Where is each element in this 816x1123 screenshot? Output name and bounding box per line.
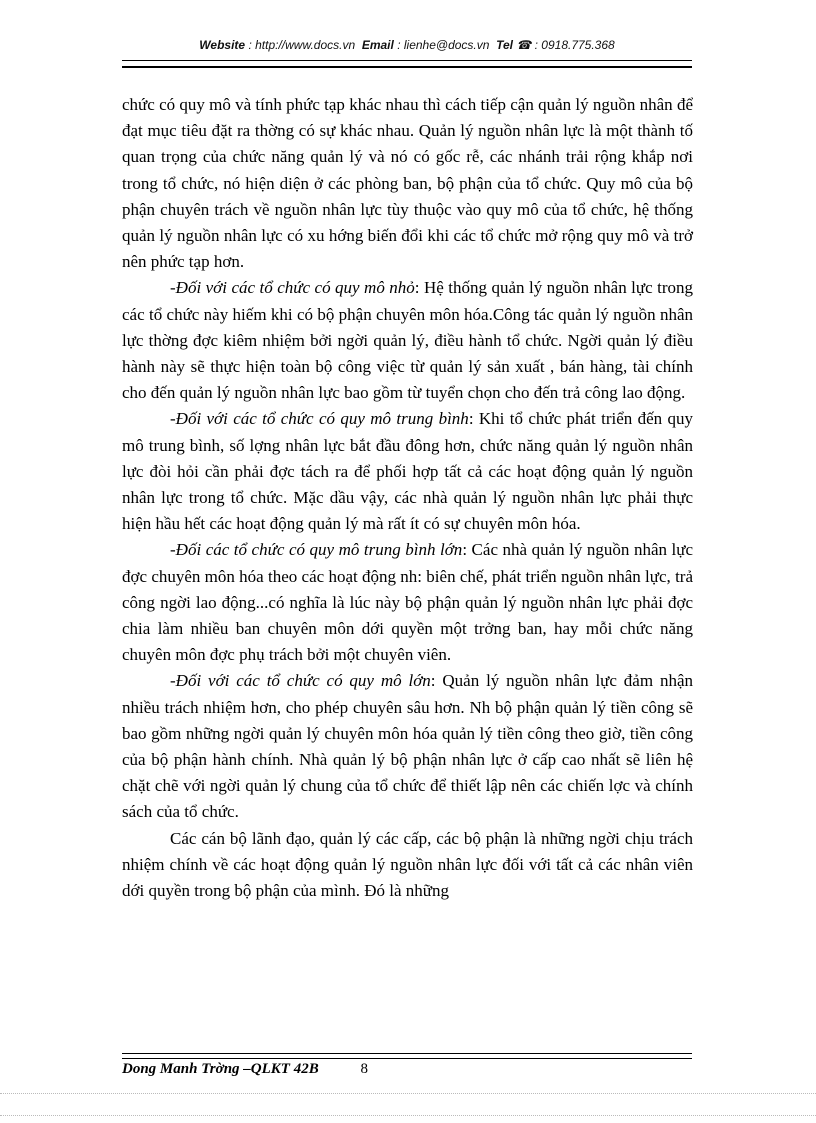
page-header [122,38,692,52]
email-label: Email [361,38,394,52]
divider [0,1115,816,1116]
footer-rule [122,1053,692,1059]
paragraph-text: Các cán bộ lãnh đạo, quản lý các cấp, các bộ phận là những ngời chịu trách nhiệm chính về các hoạt động quản lý nguồn nhân lực đối với tất cả các nhân viên dới quyền trong bộ phận của mình. Đó là những [122,828,693,901]
divider [0,1093,816,1094]
paragraph-6 [122,826,693,905]
tel-value: ☎ : 0918.775.368 [516,38,615,52]
footer-author: Dong Manh Trờng –QLKT 42B [122,1061,319,1077]
paragraph-4 [122,537,693,668]
paragraph-3 [122,406,693,537]
page-number: 8 [360,1061,368,1077]
paragraph-lead: -Đối với các tổ chức có quy mô trung bình [170,409,469,429]
email-value: : lienhe@docs.vn [397,38,490,52]
document-body [122,92,693,904]
website-label: Website [199,38,246,52]
paragraph-lead: -Đối với các tổ chức có quy mô nhỏ [170,278,415,298]
website-value: : http://www.docs.vn [248,38,356,52]
paragraph-text: : Hệ thống quản lý nguồn nhân lực trong các tổ chức này hiếm khi có bộ phận chuyên môn hóa.Công tác quản lý nguồn nhân lực thờng đợc kiêm nhiệm bởi ngời quản lý, điều hành tổ chức. Ngời quản lý điều hành này sẽ thực hiện toàn bộ công việc từ quản lý sản xuất , bán hàng, tài chính cho đến quản lý nguồn nhân lực bao gồm từ tuyển chọn cho đến trả công lao động. [122,278,693,403]
paragraph-5 [122,668,693,825]
paragraph-1 [122,92,693,275]
page-footer [122,1061,368,1078]
paragraph-text: chức có quy mô và tính phức tạp khác nhau thì cách tiếp cận quản lý nguồn nhân để đạt mục tiêu đặt ra thờng có sự khác nhau. Quản lý nguồn nhân lực là một thành tố quan trọng của chức năng quản lý và nó có gốc rễ, các nhánh trải rộng khắp nơi trong tổ chức, nó hiện diện ở các phòng ban, bộ phận của tổ chức. Quy mô của bộ phận chuyên trách về nguồn nhân lực tùy thuộc vào quy mô của tổ chức, hệ thống quản lý nguồn nhân lực có xu hớng biến đổi khi các tổ chức mở rộng quy mô và trở nên phức tạp hơn. [122,95,693,272]
paragraph-lead: -Đối các tổ chức có quy mô trung bình lớn [170,540,463,560]
header-rule [122,60,692,68]
tel-label: Tel [496,38,513,52]
paragraph-text: : Các nhà quản lý nguồn nhân lực đợc chuyên môn hóa theo các hoạt động nh: biên chế, phát triển nguồn nhân lực, trả công ngời lao động...có nghĩa là lúc này bộ phận quản lý nguồn nhân lực phải đợc chia làm nhiều ban chuyên môn dới quyền một trởng ban, hay mỗi chức năng chuyên môn đợc phụ trách bởi một chuyên viên. [122,540,693,665]
paragraph-2 [122,275,693,406]
paragraph-lead: -Đối với các tổ chức có quy mô lớn [170,671,431,691]
paragraph-text: : Khi tổ chức phát triển đến quy mô trung bình, số lợng nhân lực bắt đầu đông hơn, chức năng quản lý nguồn nhân lực đòi hỏi cần phải đợc tách ra để phối hợp tất cả các hoạt động quản lý nguồn nhân lực trong tổ chức. Mặc dầu vậy, các nhà quản lý nguồn nhân lực phải thực hiện hầu hết các hoạt động quản lý mà rất ít có sự chuyên môn hóa. [122,409,694,534]
paragraph-text: : Quản lý nguồn nhân lực đảm nhận nhiều trách nhiệm hơn, cho phép chuyên sâu hơn. Nh bộ phận quản lý tiền công sẽ bao gồm những ngời quản lý chuyên môn hóa quản lý tiền công theo giờ, tiền công của bộ phận hành chính. Nhà quản lý bộ phận nhân lực ở cấp cao nhất sẽ liên hệ chặt chẽ với ngời quản lý chung của tổ chức để thiết lập nên các chiến lợc và chính sách của tổ chức. [122,671,693,822]
